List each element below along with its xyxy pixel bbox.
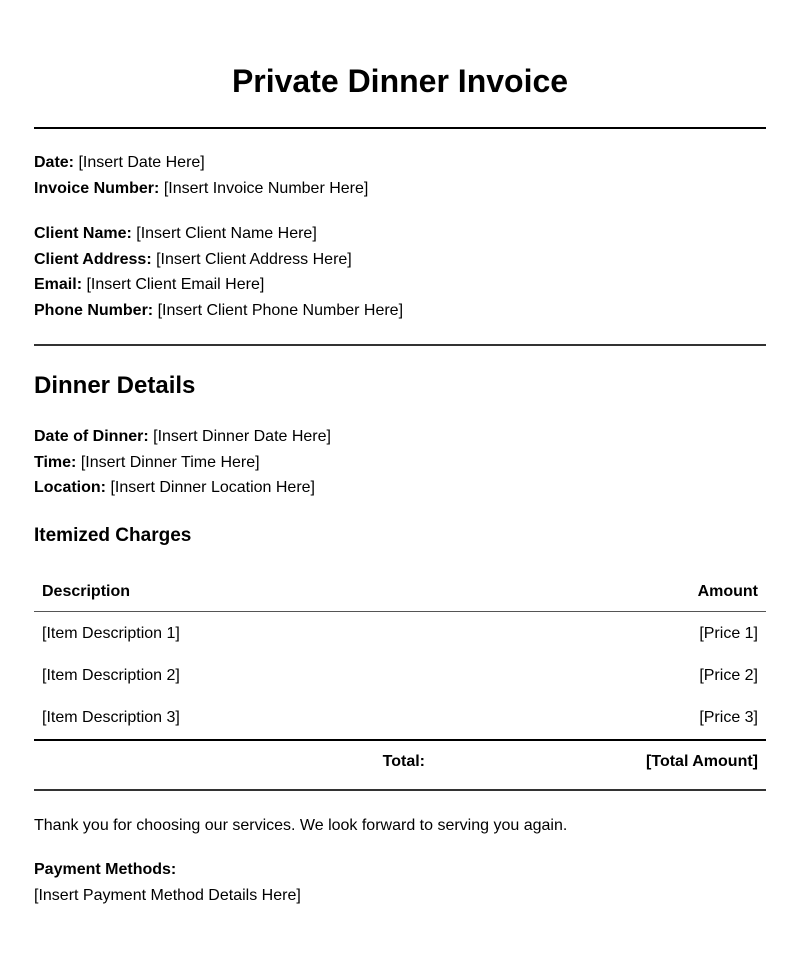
payment-methods-value: [Insert Payment Method Details Here]: [34, 887, 301, 904]
itemized-charges-heading: Itemized Charges: [34, 525, 192, 546]
dinner-details-heading: Dinner Details: [34, 372, 196, 399]
client-email-value: [Insert Client Email Here]: [86, 276, 265, 293]
client-phone-value: [Insert Client Phone Number Here]: [157, 302, 404, 319]
dinner-date-line: [34, 427, 331, 447]
invoice-date-label: Date:: [34, 154, 75, 171]
invoice-date-value: [Insert Date Here]: [78, 154, 205, 171]
charges-bottom-divider: [34, 789, 766, 791]
invoice-number-value: [Insert Invoice Number Here]: [163, 180, 369, 197]
client-address-value: [Insert Client Address Here]: [156, 251, 352, 268]
client-email-label: Email:: [34, 276, 83, 293]
client-name-label: Client Name:: [34, 225, 132, 242]
item-amount: [Price 2]: [699, 667, 758, 684]
title-divider: [34, 127, 766, 129]
dinner-location-value: [Insert Dinner Location Here]: [110, 479, 315, 496]
item-description: [Item Description 2]: [42, 667, 180, 684]
table-row: [34, 612, 766, 654]
column-header-description: Description: [42, 583, 131, 600]
total-value: [Total Amount]: [646, 753, 758, 770]
item-description: [Item Description 1]: [42, 625, 180, 642]
invoice-date-line: [34, 153, 205, 173]
dinner-date-label: Date of Dinner:: [34, 428, 149, 445]
total-row: [34, 740, 766, 782]
dinner-location-label: Location:: [34, 479, 106, 496]
table-row: [34, 654, 766, 696]
client-name-line: [34, 224, 317, 244]
table-header-row: [34, 570, 766, 612]
dinner-time-line: [34, 453, 260, 473]
item-description: [Item Description 3]: [42, 709, 180, 726]
client-address-label: Client Address:: [34, 251, 152, 268]
table-row: [34, 696, 766, 738]
client-phone-label: Phone Number:: [34, 302, 154, 319]
dinner-location-line: [34, 478, 315, 498]
client-name-value: [Insert Client Name Here]: [136, 225, 317, 242]
client-email-line: [34, 275, 264, 295]
client-phone-line: [34, 301, 403, 321]
item-amount: [Price 1]: [699, 625, 758, 642]
total-label: Total:: [382, 753, 425, 770]
invoice-number-label: Invoice Number:: [34, 180, 160, 197]
invoice-title: Private Dinner Invoice: [231, 63, 569, 99]
thank-you-note: Thank you for choosing our services. We look forward to serving you again.: [34, 817, 568, 834]
payment-methods-label: Payment Methods:: [34, 861, 177, 878]
column-header-amount: Amount: [697, 583, 758, 600]
item-amount: [Price 3]: [699, 709, 758, 726]
dinner-time-label: Time:: [34, 454, 77, 471]
invoice-number-line: [34, 179, 368, 199]
client-address-line: [34, 250, 352, 270]
dinner-date-value: [Insert Dinner Date Here]: [153, 428, 331, 445]
dinner-time-value: [Insert Dinner Time Here]: [80, 454, 260, 471]
client-divider: [34, 344, 766, 346]
